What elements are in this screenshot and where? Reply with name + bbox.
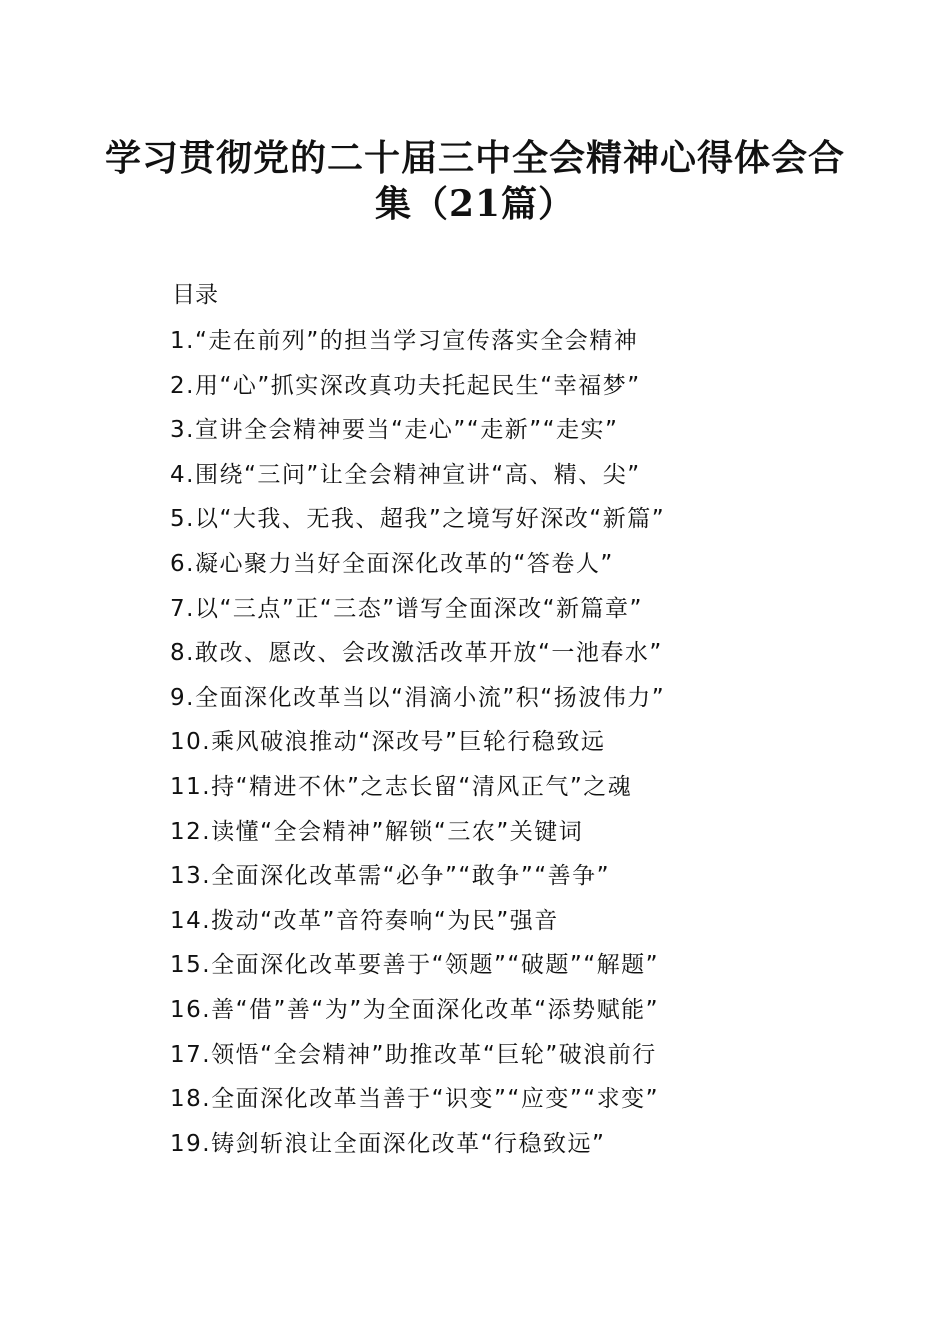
toc-item: 1.“走在前列”的担当学习宣传落实全会精神 <box>170 328 639 354</box>
toc-item: 4.围绕“三问”让全会精神宣讲“高、精、尖” <box>170 461 641 488</box>
toc-item: 9.全面深化改革当以“涓滴小流”积“扬波伟力” <box>170 684 666 711</box>
toc-item: 2.用“心”抓实深改真功夫托起民生“幸福梦” <box>170 372 641 399</box>
toc-item: 10.乘风破浪推动“深改号”巨轮行稳致远 <box>170 729 606 756</box>
toc-item: 19.铸剑斩浪让全面深化改革“行稳致远” <box>170 1130 606 1157</box>
toc-item: 17.领悟“全会精神”助推改革“巨轮”破浪前行 <box>170 1041 657 1068</box>
toc-item: 5.以“大我、无我、超我”之境写好深改“新篇” <box>170 506 666 533</box>
toc-item: 7.以“三点”正“三态”谱写全面深改“新篇章” <box>170 595 643 622</box>
toc-item: 8.敢改、愿改、会改激活改革开放“一池春水” <box>170 640 663 667</box>
toc-item: 6.凝心聚力当好全面深化改革的“答卷人” <box>170 550 614 577</box>
toc-item: 16.善“借”善“为”为全面深化改革“添势赋能” <box>170 996 660 1023</box>
toc-heading: 目录 <box>172 282 218 308</box>
toc-item: 3.宣讲全会精神要当“走心”“走新”“走实” <box>170 417 619 444</box>
toc-item: 18.全面深化改革当善于“识变”“应变”“求变” <box>170 1086 660 1113</box>
title-line-2: 集（21篇） <box>374 183 576 225</box>
toc-item: 11.持“精进不休”之志长留“清风正气”之魂 <box>170 773 633 800</box>
toc-item: 13.全面深化改革需“必争”“敢争”“善争” <box>170 863 611 890</box>
toc-item: 14.拨动“改革”音符奏响“为民”强音 <box>170 907 559 934</box>
toc-item: 15.全面深化改革要善于“领题”“破题”“解题” <box>170 952 660 979</box>
toc-list <box>170 326 810 1173</box>
title-line-1: 学习贯彻党的二十届三中全会精神心得体会合 <box>104 137 845 179</box>
document-title <box>90 135 860 227</box>
toc-item: 12.读懂“全会精神”解锁“三农”关键词 <box>170 818 584 845</box>
